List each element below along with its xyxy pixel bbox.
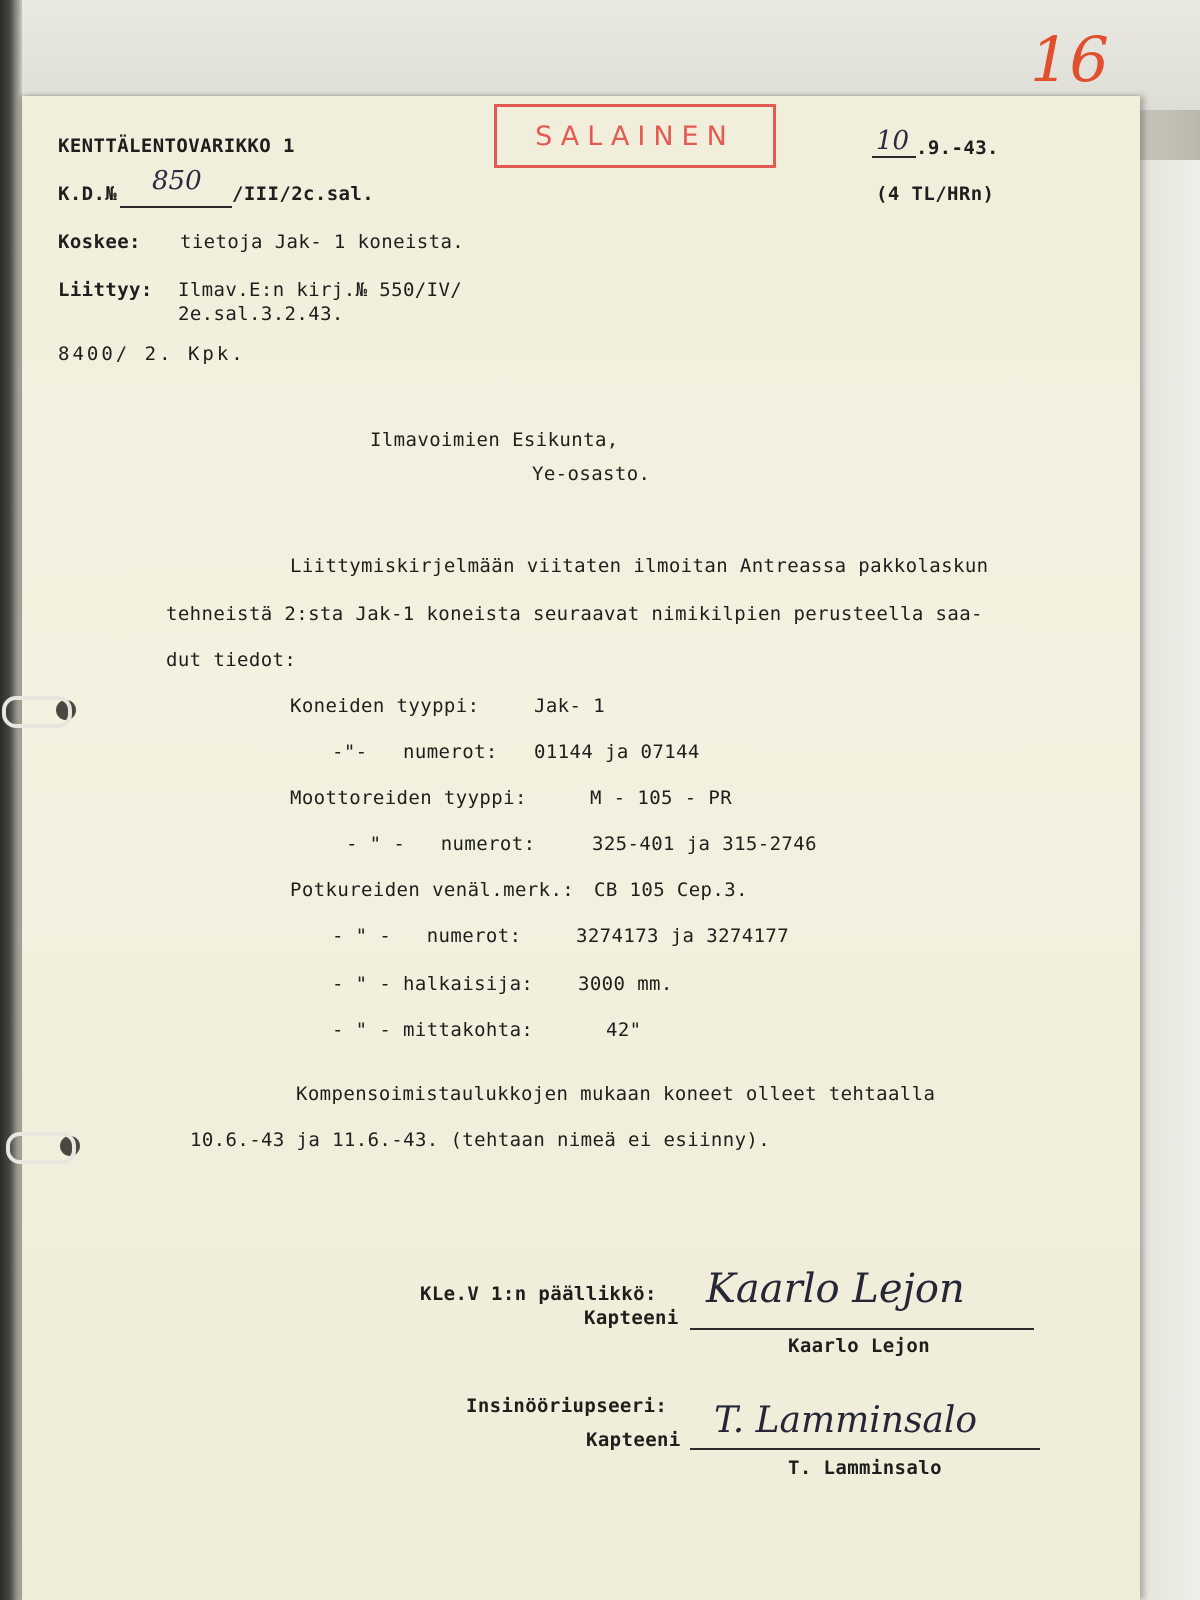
ref-suffix: /III/2c.sal. — [232, 183, 375, 205]
item-value: 3000 mm. — [578, 973, 673, 995]
binder-ring-bottom — [6, 1132, 76, 1164]
page-edge — [1138, 160, 1200, 1600]
recipient-line1: Ilmavoimien Esikunta, — [370, 429, 619, 451]
item-value: M - 105 - PR — [590, 787, 733, 809]
item-value: CB 105 Cep.3. — [594, 879, 748, 901]
org-name: KENTTÄLENTOVARIKKO 1 — [58, 135, 295, 157]
related-line2: 2e.sal.3.2.43. — [178, 303, 344, 325]
item-value: 42" — [606, 1019, 642, 1041]
signer1-signature: Kaarlo Lejon — [706, 1266, 965, 1312]
item-value: 325-401 ja 315-2746 — [592, 833, 817, 855]
item-label: -"- numerot: — [332, 741, 498, 763]
signer1-title: KLe.V 1:n päällikkö: — [420, 1283, 657, 1305]
item-label: Moottoreiden tyyppi: — [290, 787, 527, 809]
body-para2-line1: Kompensoimistaulukkojen mukaan koneet olleet tehtaalla — [296, 1083, 936, 1105]
signer1-signature-line — [690, 1328, 1034, 1330]
date-day-underline — [872, 156, 916, 158]
subject-text: tietoja Jak- 1 koneista. — [180, 231, 465, 253]
body-para1-line2: tehneistä 2:sta Jak-1 koneista seuraavat nimikilpien perusteella saa- — [166, 603, 983, 625]
ref-number-underline — [120, 206, 232, 208]
signer2-rank: Kapteeni — [586, 1429, 681, 1451]
body-para1-line3: dut tiedot: — [166, 649, 297, 671]
item-label: - " - halkaisija: — [332, 973, 534, 995]
body-para2-line2: 10.6.-43 ja 11.6.-43. (tehtaan nimeä ei esiinny). — [190, 1129, 771, 1151]
subject-label: Koskee: — [58, 231, 141, 253]
body-para1-line1: Liittymiskirjelmään viitaten ilmoitan Antreassa pakkolaskun — [290, 555, 989, 577]
page-number: 16 — [1030, 23, 1109, 96]
date-rest: .9.-43. — [916, 137, 999, 159]
signer2-title: Insinööriupseeri: — [466, 1395, 668, 1417]
signer2-name: T. Lamminsalo — [788, 1457, 942, 1479]
binder-ring-top — [2, 696, 72, 728]
ref-right: (4 TL/HRn) — [876, 183, 995, 205]
related-label: Liittyy: — [58, 279, 153, 301]
signer2-signature-line — [690, 1448, 1040, 1450]
signer2-signature: T. Lamminsalo — [714, 1400, 978, 1441]
signer1-rank: Kapteeni — [584, 1307, 679, 1329]
item-label: Koneiden tyyppi: — [290, 695, 480, 717]
item-value: 3274173 ja 3274177 — [576, 925, 790, 947]
item-label: - " - mittakohta: — [332, 1019, 534, 1041]
date-day: 10 — [876, 126, 910, 156]
back-sheet — [22, 0, 1200, 110]
signer1-name: Kaarlo Lejon — [788, 1335, 931, 1357]
item-value: Jak- 1 — [534, 695, 606, 717]
ref-number: 850 — [152, 166, 202, 196]
secret-stamp: SALAINEN — [494, 104, 776, 168]
item-value: 01144 ja 07144 — [534, 741, 700, 763]
file-reference: 8400/ 2. Kpk. — [58, 343, 246, 365]
item-label: - " - numerot: — [332, 925, 522, 947]
recipient-line2: Ye-osasto. — [532, 463, 651, 485]
ref-prefix: K.D.№ — [58, 183, 118, 205]
item-label: - " - numerot: — [346, 833, 536, 855]
item-label: Potkureiden venäl.merk.: — [290, 879, 575, 901]
related-line1: Ilmav.E:n kirj.№ 550/IV/ — [178, 279, 463, 301]
